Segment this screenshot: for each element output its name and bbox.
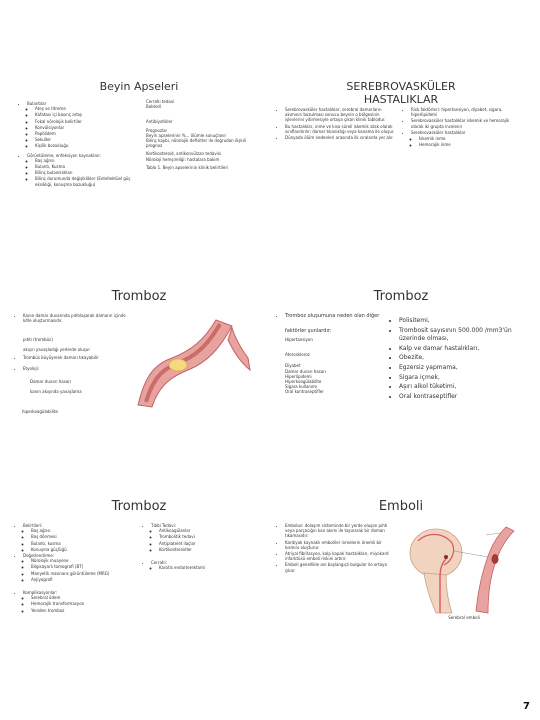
list-item: • Emboli genellikle ani başlangıçlı bulgular ile ortaya çıkar. xyxy=(285,562,390,572)
slide-title: Emboli xyxy=(378,499,424,514)
list-item: ◦ Konvülsiyonlar xyxy=(35,125,140,130)
list-item: • Değerlendirme: ◦ Nörolojik muayene ◦ Bilgisayarlı tomografi (BT) ◦ Manyetik rezonans görüntüleme (MRG) ◦ Anjiyografi xyxy=(23,553,138,582)
list-item: • Bulantılar ◦ Ateş ve titreme ◦ Kafatası içi basınç artışı ◦ Fokal nörolojik belirtiler ◦ Konvülsiyonlar ◦ Papilödem ◦ Sekuller ◦ Kişilik bozukluğu xyxy=(27,101,140,149)
list-item: ◦ Kafatası içi basınç artışı xyxy=(35,112,140,117)
list-item: ◦ Kişilik bozukluğu xyxy=(35,143,140,148)
list-item: • Dünyada ölüm nedenleri arasında ilk sıralarda yer alır. xyxy=(285,135,398,140)
list-item: ◦ İskemik inme xyxy=(419,136,520,141)
slide-right-list xyxy=(146,523,260,571)
list-item: ◦ Papilödem xyxy=(35,131,140,136)
list-item: ◦ Baş ağrısı xyxy=(31,528,138,533)
slide-thrombosis-3 xyxy=(14,495,264,695)
slide-thrombosis-2 xyxy=(276,285,526,485)
list-item: ◦ Yeniden tromboz xyxy=(31,608,138,613)
list-item: • Risk faktörleri: hipertansiyon, diyabet, sigara, hiperlipidemi xyxy=(411,107,520,117)
slide-left-list xyxy=(280,107,398,141)
slide-brain-abscess xyxy=(14,75,264,275)
slide-right-text: Cerrahi tedavi Bakteril Antibiyotikler Prognozlar Beyin apselerinin %... ölümle sonuçlanır Bilinç kaybı, nörolojik defisitler ile doğrudan ilişkili prognoz Kortikosteroid, antikonvülzan tedavisi Nöroloji hemşireliği: hastalara bakım Tablo 1. Beyin apselerinin klinik belirtileri xyxy=(146,99,258,170)
slide-right-list xyxy=(406,107,520,148)
slide-left-list xyxy=(22,101,140,188)
page-number: 7 xyxy=(523,701,530,712)
list-item: • Kanın damar duvarında pıhtılaşarak damarın içinde kitle oluşturmasıdır. xyxy=(23,313,130,323)
slide-title: Beyin Apseleri xyxy=(99,80,179,93)
list-item: • Trombüs büyüyerek damarı tıkayabilir xyxy=(23,355,130,360)
list-item: ◦ Antiplatelet ilaçlar xyxy=(159,541,260,546)
list-item: ◦ Ateş ve titreme xyxy=(35,106,140,111)
list-item: ◦ Antikoagülanlar xyxy=(159,528,260,533)
slide-right-list xyxy=(394,317,522,402)
list-item: ◦ Manyetik rezonans görüntüleme (MRG) xyxy=(31,571,138,576)
list-item: • Belirtileri: ◦ Baş ağrısı ◦ Baş dönmesi ◦ Bulantı, kusma ◦ Konuşma güçlüğü xyxy=(23,523,138,552)
table-caption: Tablo 1. Beyin apselerinin klinik belirtileri xyxy=(146,164,229,170)
list-item: ◦ Bilinç bulanıklıkları xyxy=(35,170,140,175)
slide-title: Tromboz xyxy=(111,499,167,514)
list-item: ◦ Trombolitik tedavi xyxy=(159,534,260,539)
list-item: • Tromboz oluşumuna neden olan diğer xyxy=(285,313,388,320)
slide-left-list xyxy=(280,523,390,574)
list-item: • Kardiyak kaynaklı emboliler inmelerin önemli bir kısmını oluşturur. xyxy=(285,540,390,550)
list-item: • Serebrovasküler hastalıklar xyxy=(411,130,520,135)
list-item: • Egzersiz yapmama, xyxy=(399,364,522,373)
slide-title: SEREBROVASKÜLER HASTALIKLAR xyxy=(346,80,456,106)
list-item: • Obezite, xyxy=(399,354,522,363)
thrombus-artery-illustration xyxy=(132,310,252,410)
slide-thrombosis-1 xyxy=(14,285,264,485)
list-item: ◦ Kortikosteroidler xyxy=(159,547,260,552)
list-item: ◦ Karotis endarterektomi xyxy=(159,565,260,570)
list-item: • Aşırı alkol tüketimi, xyxy=(399,383,522,392)
list-item: ◦ Hemorajik transformasyon xyxy=(31,601,138,606)
list-item: ◦ Bulantı, kusma xyxy=(31,541,138,546)
slide-title: Tromboz xyxy=(111,289,167,304)
list-item: ◦ Bilgisayarlı tomografi (BT) xyxy=(31,564,138,569)
slide-embolism xyxy=(276,495,526,695)
list-item: ◦ Konuşma güçlüğü xyxy=(31,547,138,552)
list-item: • Sigara içmek, xyxy=(399,374,522,383)
list-item: ◦ Serebral ödem xyxy=(31,595,138,600)
list-item: ◦ Baş ağrısı xyxy=(35,158,140,163)
list-item: ◦ Sekuller xyxy=(35,137,140,142)
slide-left-list xyxy=(18,523,138,614)
slide-title: Tromboz xyxy=(373,289,429,304)
list-item: • Embolus: dolaşım sisteminde bir yerde oluşan pıhtı veya parçacığın kan akımı ile taşınarak bir damarı tıkamasıdır. xyxy=(285,523,390,539)
list-item: ◦ Fokal nörolojik belirtiler xyxy=(35,119,140,124)
list-item: • Görüntüleme, enfeksiyon kaynakları: ◦ Baş ağrısı ◦ Bulantı, Kusma ◦ Bilinç bulanıklıkları ◦ Bilinç durumunda değişiklikler (Entellektüel güç eksikliği, konuşma bozukluğu) xyxy=(27,153,140,187)
list-item: ◦ Bulantı, Kusma xyxy=(35,164,140,169)
list-item: • Komplikasyonlar: ◦ Serebral ödem ◦ Hemorajik transformasyon ◦ Yeniden tromboz xyxy=(23,590,138,613)
slide-cerebrovascular xyxy=(276,75,526,275)
list-item: ◦ Anjiyografi xyxy=(31,577,138,582)
list-item: ◦ Hemorajik inme xyxy=(419,142,520,147)
image-caption: Serebral emboli xyxy=(448,615,480,620)
list-item: • Tıbbi Tedavi: ◦ Antikoagülanlar ◦ Trombolitik tedavi ◦ Antiplatelet ilaçlar ◦ Kortikosteroidler xyxy=(151,523,260,552)
list-item: • Kalp ve damar hastalıkları, xyxy=(399,345,522,354)
list-item: • Serebrovasküler hastalıklar, serebral damarların akımının bozulması sonucu beynin o bölgesinin işlevlerini yitirmesiyle ortaya çıkan klinik tablodur. xyxy=(285,107,398,123)
list-item: • Trombosit sayısının 500.000 /mm3'ün üzerinde olması, xyxy=(399,327,522,344)
list-item: ◦ Nörolojik muayene xyxy=(31,558,138,563)
list-item: • Polisitemi, xyxy=(399,317,522,326)
list-item: • Cerrahi: ◦ Karotis endarterektomi xyxy=(151,560,260,570)
list-item: • Oral kontraseptifler xyxy=(399,393,522,402)
list-item: • Serebrovasküler hastalıklar iskemik ve hemorajik olarak iki grupta incelenir xyxy=(411,118,520,128)
list-item: • Bu hastalıklar, inme ve kısa süreli iskemik atak olarak sınıflandırılır; damar tıkanıklığı veya kanama ile oluşur. xyxy=(285,124,398,134)
list-item: ◦ Bilinç durumunda değişiklikler (Entellektüel güç eksikliği, konuşma bozukluğu) xyxy=(35,176,140,186)
list-item: ◦ Baş dönmesi xyxy=(31,534,138,539)
list-item: • Atriyal fibrilasyon, kalp kapak hastalıkları, miyokard infarktüsü emboli riskini artırır. xyxy=(285,551,390,561)
slide-left-list: • Kanın damar duvarında pıhtılaşarak damarın içinde kitle oluşturmasıdır. pıhtı (trombüs) akışın yavaşladığı yerlerde oluşur • Trombüs büyüyerek damarı tıkayabilir • Etyoloji: Damar duvarı hasarı kanın akışında yavaşlama hiperkoagülabilite xyxy=(18,313,130,414)
embolism-head-illustration xyxy=(396,521,518,616)
list-item: • Etyoloji: xyxy=(23,366,130,371)
slide-left-list: • Tromboz oluşumuna neden olan diğer faktörler şunlardır: Hipertansiyon Ateroskleroz Diyabet Damar duvarı hasarı Hiperlipidemi Hiperkoagülabilite Sigara kullanımı Oral kontraseptifler xyxy=(280,313,388,395)
